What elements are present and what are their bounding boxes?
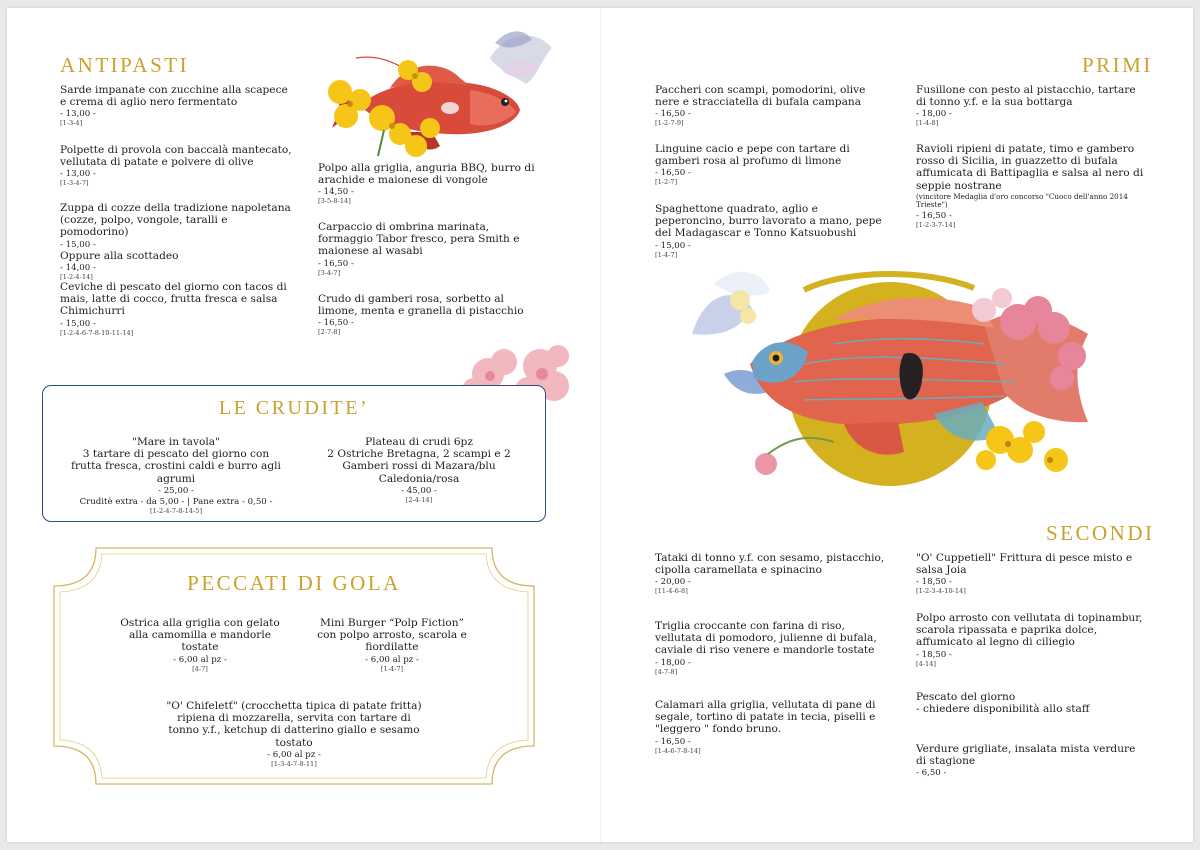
- antipasti-item-6: Carpaccio di ombrina marinata, formaggio Tabor fresco, pera Smith e maionese al wasabi - 16,50 - [3-4-7]: [318, 221, 520, 277]
- primi-item-3: Spaghettone quadrato, aglio e peperoncino, burro lavorato a mano, pepe del Madagascar e Tonno Katsuobushi - 15,00 - [1-4-7]: [655, 203, 882, 259]
- antipasti-item-2: Polpette di provola con baccalà mantecato, vellutata di patate e polvere di olive - 13,00 - [1-3-4-7]: [60, 144, 292, 188]
- primi-title: PRIMI: [1082, 53, 1153, 77]
- antipasti-item-7: Crudo di gamberi rosa, sorbetto al limone, menta e granella di pistacchio - 16,50 - [2-7-8]: [318, 293, 524, 337]
- crudite-plateau: Plateau di crudi 6pz 2 Ostriche Bretagna, 2 scampi e 2 Gamberi rossi di Mazara/blu Caledonia/rosa - 45,00 - [2-4-14]: [327, 436, 511, 504]
- secondi-item-3: Calamari alla griglia, vellutata di pane di segale, tortino di patate in tecia, piselli e "leggero " fondo bruno. - 16,50 - [1-4-6-7-8-14]: [655, 699, 876, 755]
- secondi-title: SECONDI: [1046, 521, 1155, 545]
- primi-item-1: Paccheri con scampi, pomodorini, olive nere e stracciatella di bufala campana - 16,50 - [1-2-7-9]: [655, 84, 866, 128]
- crudite-title: LE CRUDITE’: [218, 397, 370, 419]
- crudite-mare-in-tavola: "Mare in tavola" 3 tartare di pescato del giorno con frutta fresca, crostini caldi e burro agli agrumi - 25,00 - Cruditè extra - da 5,00 - | Pane extra - 0,50 - [1-2-4-7-8-14-5]: [71, 436, 281, 515]
- page-fold: [600, 8, 601, 842]
- primi-item-5: Ravioli ripieni di patate, timo e gambero rosso di Sicilia, in guazzetto di bufala affumicata di Battipaglia e salsa al nero di seppie nostrane (vincitore Medaglia d'oro concorso "Cuoco dell'anno 2014 Trieste") - 16,50 - [1-2-3-7-14]: [916, 143, 1144, 229]
- large-fish-illustration: [684, 264, 1104, 496]
- antipasti-item-5: Polpo alla griglia, anguria BBQ, burro di arachide e maionese di vongole - 14,50 - [3-5-8-14]: [318, 162, 535, 206]
- secondi-item-2: Triglia croccante con farina di riso, vellutata di pomodoro, julienne di bufala, caviale di riso venere e mandorle tostate - 18,00 - [4-7-8]: [655, 620, 877, 676]
- peccati-title: PECCATI DI GOLA: [187, 571, 401, 595]
- antipasti-title: ANTIPASTI: [60, 53, 190, 77]
- secondi-item-1: Tataki di tonno y.f. con sesamo, pistacchio, cipolla caramellata e spinacino - 20,00 - [11-4-6-8]: [655, 552, 885, 596]
- secondi-item-5: Polpo arrosto con vellutata di topinambur, scarola ripassata e paprika dolce, affumicato al legno di ciliegio - 18,50 - [4-14]: [916, 612, 1143, 668]
- peccati-item-3: "O' Chifeletť" (crocchetta tipica di patate fritta) ripiena di mozzarella, servita con tartare di tonno y.f., ketchup di datterino giallo e sesamo tostato - 6,00 al pz - [1-3-4-7-8-11]: [166, 700, 422, 768]
- secondi-item-7: Verdure grigliate, insalata mista verdure di stagione - 6,50 -: [916, 743, 1136, 779]
- antipasti-item-3: Zuppa di cozze della tradizione napoletana (cozze, polpo, vongole, taralli e pomodorino) - 15,00 - Oppure alla scottadeo - 14,00 - [1-2-4-14]: [60, 202, 291, 281]
- antipasti-item-4: Ceviche di pescato del giorno con tacos di mais, latte di cocco, frutta fresca e salsa Chimichurri - 15,00 - [1-2-4-6-7-8-10-11-14]: [60, 281, 287, 337]
- peccati-item-2: Mini Burger “Polp Fiction” con polpo arrosto, scarola e fiordilatte - 6,00 al pz - [1-4-7]: [317, 617, 467, 673]
- antipasti-item-1: Sarde impanate con zucchine alla scapece e crema di aglio nero fermentato - 13,00 - [1-3-4]: [60, 84, 288, 128]
- peccati-item-1: Ostrica alla griglia con gelato alla camomilla e mandorle tostate - 6,00 al pz - [4-7]: [120, 617, 280, 673]
- primi-item-2: Linguine cacio e pepe con tartare di gamberi rosa al profumo di limone - 16,50 - [1-2-7]: [655, 143, 850, 187]
- red-fish-illustration: [320, 28, 560, 160]
- primi-item-4: Fusillone con pesto al pistacchio, tartare di tonno y.f. e la sua bottarga - 18,00 - [1-4-8]: [916, 84, 1136, 128]
- secondi-item-4: "O' Cuppetiell" Frittura di pesce misto e salsa Joia - 18,50 - [1-2-3-4-10-14]: [916, 552, 1133, 596]
- secondi-item-6: Pescato del giorno - chiedere disponibilità allo staff: [916, 691, 1090, 716]
